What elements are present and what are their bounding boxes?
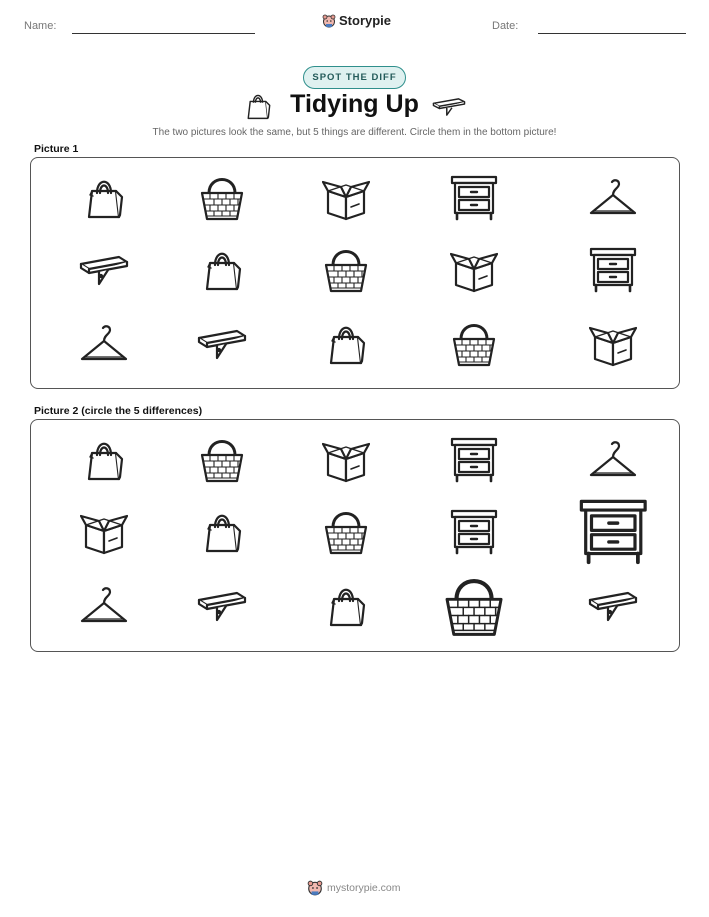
shelf-icon[interactable] [197,590,247,622]
shelf-icon [79,254,129,286]
dresser-icon[interactable] [577,497,650,567]
dresser-icon [449,174,499,222]
basket-icon [323,247,369,293]
page-title: Tidying Up [290,90,419,118]
instructions: The two pictures look the same, but 5 things are different. Circle them in the bottom picture! [152,127,557,138]
basket-icon[interactable] [323,509,369,555]
bag-icon [326,321,366,367]
bag-icon [84,175,124,221]
footer-url[interactable]: mystorypie.com [327,882,401,894]
shelf-icon [432,97,466,117]
box-icon [322,175,370,221]
picture-1-label: Picture 1 [34,143,79,155]
picture-2-label: Picture 2 (circle the 5 differences) [34,405,203,417]
bag-icon[interactable] [326,583,366,629]
box-icon [589,321,637,367]
dresser-icon[interactable] [449,436,499,484]
hanger-icon[interactable] [79,587,129,625]
dresser-icon[interactable] [449,508,499,556]
footer [307,880,401,896]
hanger-icon [79,325,129,363]
date-label: Date: [492,20,519,32]
hanger-icon [588,179,638,217]
box-icon[interactable] [80,509,128,555]
date-line[interactable] [538,33,686,34]
basket-icon[interactable] [443,575,505,637]
box-icon [450,247,498,293]
basket-icon [199,175,245,221]
box-icon[interactable] [322,437,370,483]
bag-icon[interactable] [84,437,124,483]
basket-icon [451,321,497,367]
storypie-mascot-icon [307,880,323,896]
shelf-icon[interactable] [588,590,638,622]
name-line[interactable] [72,33,255,34]
picture-1-panel [30,157,680,389]
brand-logo [322,13,391,28]
bag-icon [202,247,242,293]
spot-the-diff-badge: SPOT THE DIFF [303,66,406,89]
hanger-icon[interactable] [588,441,638,479]
dresser-icon [588,246,638,294]
name-label: Name: [24,20,57,32]
brand-name: Storypie [339,13,392,28]
bag-icon[interactable] [202,509,242,555]
storypie-mascot-icon [322,14,336,28]
shelf-icon [197,328,247,360]
basket-icon[interactable] [199,437,245,483]
picture-2-panel[interactable] [30,419,680,652]
